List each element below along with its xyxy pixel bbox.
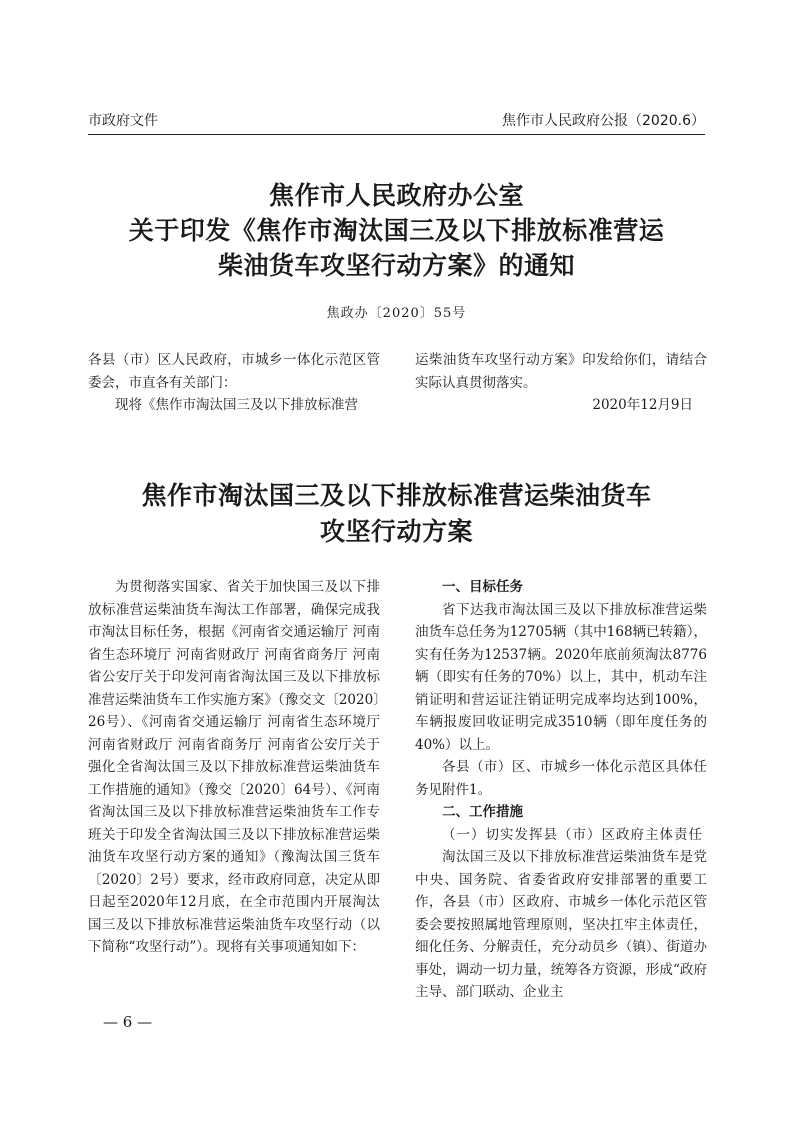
notice-title-line: 关于印发《焦作市淘汰国三及以下排放标准营运 bbox=[128, 216, 665, 245]
responsibility-paragraph: 淘汰国三及以下排放标准营运柴油货车是党中央、国务院、省委省政府安排部署的重要工作，各县（市）区政府、市城乡一体化示范区管委会要按照属地管理原则，坚决扛牢主体责任，细化任务、分解责任，充分动员乡（镇）、街道办事处，调动一切力量，统筹各方资源，形成“政府主导、部门联动、企业主 bbox=[415, 849, 707, 1000]
notice-addressee: 各县（市）区人民政府，市城乡一体化示范区管委会，市直各有关部门： bbox=[88, 352, 380, 391]
subsection-heading-responsibility: （一）切实发挥县（市）区政府主体责任 bbox=[442, 826, 703, 843]
section-heading-targets: 一、目标任务 bbox=[442, 579, 523, 595]
notice-body-start: 现将《焦作市淘汰国三及以下排放标准营 bbox=[115, 397, 358, 413]
notice-title-line: 柴油货车攻坚行动方案》的通知 bbox=[217, 251, 575, 280]
plan-title bbox=[0, 478, 793, 550]
notice-date: 2020年12月9日 bbox=[592, 397, 693, 413]
plan-right-column bbox=[415, 576, 707, 1004]
notice-left-column bbox=[88, 349, 380, 417]
running-header bbox=[88, 106, 705, 135]
header-section-label: 市政府文件 bbox=[88, 113, 158, 129]
plan-left-column bbox=[88, 576, 380, 959]
plan-title-line: 攻坚行动方案 bbox=[319, 517, 473, 546]
page-number: — 6 — bbox=[103, 1013, 153, 1031]
notice-body-end: 运柴油货车攻坚行动方案》印发给你们，请结合实际认真贯彻落实。 bbox=[415, 352, 707, 391]
plan-title-line: 焦作市淘汰国三及以下排放标准营运柴油货车 bbox=[141, 481, 652, 510]
notice-right-column bbox=[415, 349, 707, 417]
notice-title bbox=[0, 178, 793, 283]
plan-intro-paragraph: 为贯彻落实国家、省关于加快国三及以下排放标准营运柴油货车淘汰工作部署，确保完成我市淘汰目标任务，根据《河南省交通运输厅 河南省生态环境厅 河南省财政厅 河南省商务厅 河南省公安厅关于印发河南省淘汰国三及以下排放标准营运柴油货车工作实施方案》（豫交文〔2020〕26号）、《河南省交通运输厅 河南省生态环境厅 河南省财政厅 河南省商务厅 河南省公安厅关于强化全省淘汰国三及以下排放标准营运柴油货车工作措施的通知》（豫交〔2020〕64号）、《河南省淘汰国三及以下排放标准营运柴油货车工作专班关于印发全省淘汰国三及以下排放标准营运柴油货车攻坚行动方案的通知》（豫淘汰国三货车〔2020〕2号）要求，经市政府同意，决定从即日起至2020年12月底，在全市范围内开展淘汰国三及以下排放标准营运柴油货车攻坚行动（以下简称“攻坚行动”）。现将有关事项通知如下： bbox=[88, 579, 380, 955]
header-publication-label: 焦作市人民政府公报（2020.6） bbox=[502, 113, 705, 129]
section-heading-measures: 二、工作措施 bbox=[442, 804, 523, 820]
document-number: 焦政办〔2020〕55号 bbox=[326, 306, 467, 321]
notice-title-line: 焦作市人民政府办公室 bbox=[268, 181, 524, 210]
targets-attachment-paragraph: 各县（市）区、市城乡一体化示范区具体任务见附件1。 bbox=[415, 759, 707, 798]
targets-paragraph: 省下达我市淘汰国三及以下排放标准营运柴油货车总任务为12705辆（其中168辆已转籍），实有任务为12537辆。2020年底前须淘汰8776辆（即实有任务的70%）以上，其中，机动车注销证明和营运证注销证明完成率均达到100%，车辆报废回收证明完成3510辆（即年度任务的40%）以上。 bbox=[415, 601, 707, 753]
